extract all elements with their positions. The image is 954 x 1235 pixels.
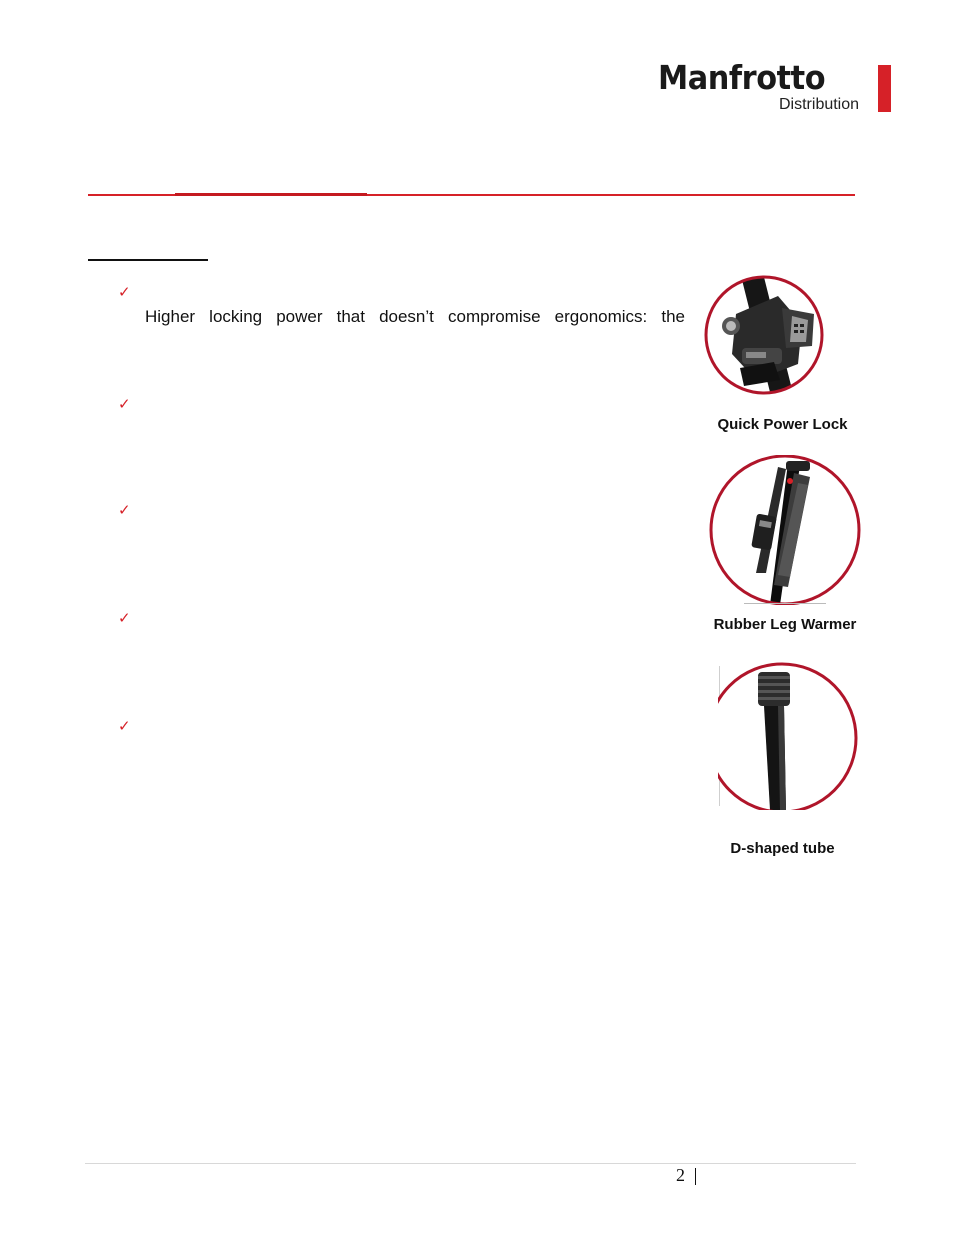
page-number: 2 <box>676 1165 685 1185</box>
figure-caption: D-shaped tube <box>730 840 835 857</box>
check-icon: ✓ <box>118 610 131 627</box>
check-icon: ✓ <box>118 284 131 301</box>
check-icon: ✓ <box>118 502 131 519</box>
rubber-leg-warmer-image <box>708 455 863 605</box>
check-icon: ✓ <box>118 718 131 735</box>
brand-logo-wordmark: Manfrotto <box>658 58 826 97</box>
page-number-separator <box>695 1168 696 1185</box>
footer-divider <box>85 1163 856 1164</box>
figure-caption: Rubber Leg Warmer <box>713 616 857 633</box>
bullet-1-text: Higher locking power that doesn’t compromise ergonomics: the <box>145 307 685 326</box>
header-divider-accent <box>175 193 367 196</box>
brand-logo-subtitle: Distribution <box>779 96 860 113</box>
check-icon: ✓ <box>118 396 131 413</box>
figure-caption: Quick Power Lock <box>717 416 848 433</box>
d-shaped-tube-image <box>718 660 858 810</box>
quick-power-lock-image <box>700 262 825 410</box>
section-heading-underline <box>88 259 208 261</box>
brand-logo-bar <box>878 65 891 112</box>
